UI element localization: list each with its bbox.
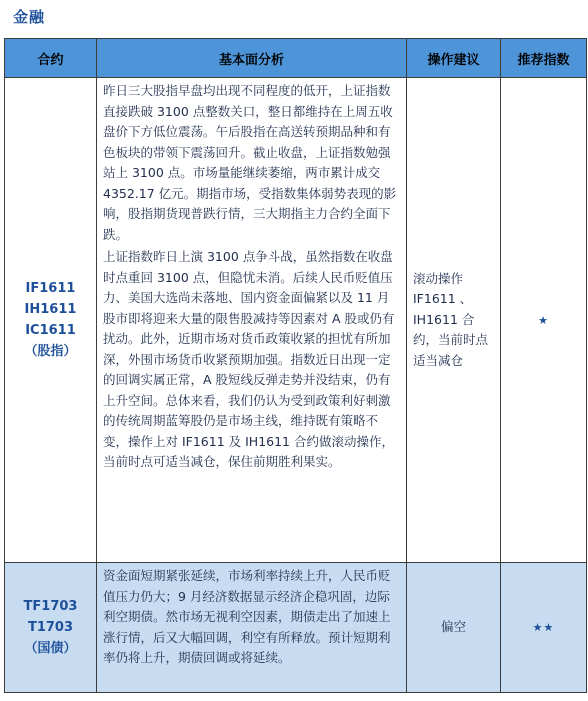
rating-stars: ★★ — [501, 563, 587, 693]
contract-code: IH1611 — [24, 302, 77, 317]
recommendation-table — [4, 38, 587, 693]
contract-category: （国债） — [24, 641, 77, 656]
contract-code: IC1611 — [25, 323, 76, 338]
contract-code: T1703 — [27, 620, 74, 635]
section-title: 金融 — [13, 8, 46, 26]
contract-code: IF1611 — [25, 281, 76, 296]
analysis-paragraph: 资金面短期紧张延续，市场利率持续上升，人民币贬值压力仍大；9 月经济数据显示经济企稳巩固，边际利空期债。然市场无视利空因素，期债走出了加速上涨行情，后又大幅回调，利空有所释放。预计短期利率仍将上升，期债回调或将延续。 — [103, 568, 391, 665]
rating-stars: ★ — [501, 78, 587, 563]
analysis-paragraph: 昨日三大股指早盘均出现不同程度的低开，上证指数直接跌破 3100 点整数关口，整日都维持在上周五收盘价下方低位震荡。午后股指在高送转预期品种和有色板块的带领下震荡回升。截止收盘，上证指数勉强站上 3100 点。市场量能继续萎缩，两市累计成交 4352.17 亿元。期指市场，受指数集体弱势表现的影响，股指期货现普跌行情，三大期指主力合约全面下跌。 — [103, 83, 397, 242]
header-rating: 推荐指数 — [501, 39, 587, 78]
analysis-cell — [97, 563, 407, 693]
table-row-treasury — [5, 563, 587, 693]
advice-cell: 偏空 — [407, 563, 501, 693]
analysis-paragraph: 上证指数昨日上演 3100 点争斗战，虽然指数在收盘时点重回 3100 点，但隐忧未消。后续人民币贬值压力、美国大选尚未落地、国内资金面偏紧以及 11 月股市即将迎来大量的限售股减持等因素对 A 股或仍有扰动。此外，近期市场对货币政策收紧的担忧有所加深，外围市场货币收紧预期加强。指数近日出现一定的回调实属正常，A 股短线反弹走势并没结束，仍有上升空间。总体来看，我们仍认为受到政策利好刺激的传统周期蓝筹股仍是市场主线，维持既有策略不变，操作上对 IF1611 及 IH1611 合约做滚动操作，当前时点可适当减仓，保住前期胜利果实。 — [103, 249, 395, 469]
advice-cell: 滚动操作 IF1611 、 IH1611 合约，当前时点适当减仓 — [407, 78, 501, 563]
header-analysis: 基本面分析 — [97, 39, 407, 78]
table-header-row — [5, 39, 587, 78]
contract-cell — [5, 78, 97, 563]
contract-category: （股指） — [24, 344, 77, 359]
analysis-cell — [97, 78, 407, 563]
table-row-stock-index — [5, 78, 587, 563]
header-advice: 操作建议 — [407, 39, 501, 78]
header-contract: 合约 — [5, 39, 97, 78]
contract-code: TF1703 — [23, 599, 78, 614]
contract-cell — [5, 563, 97, 693]
